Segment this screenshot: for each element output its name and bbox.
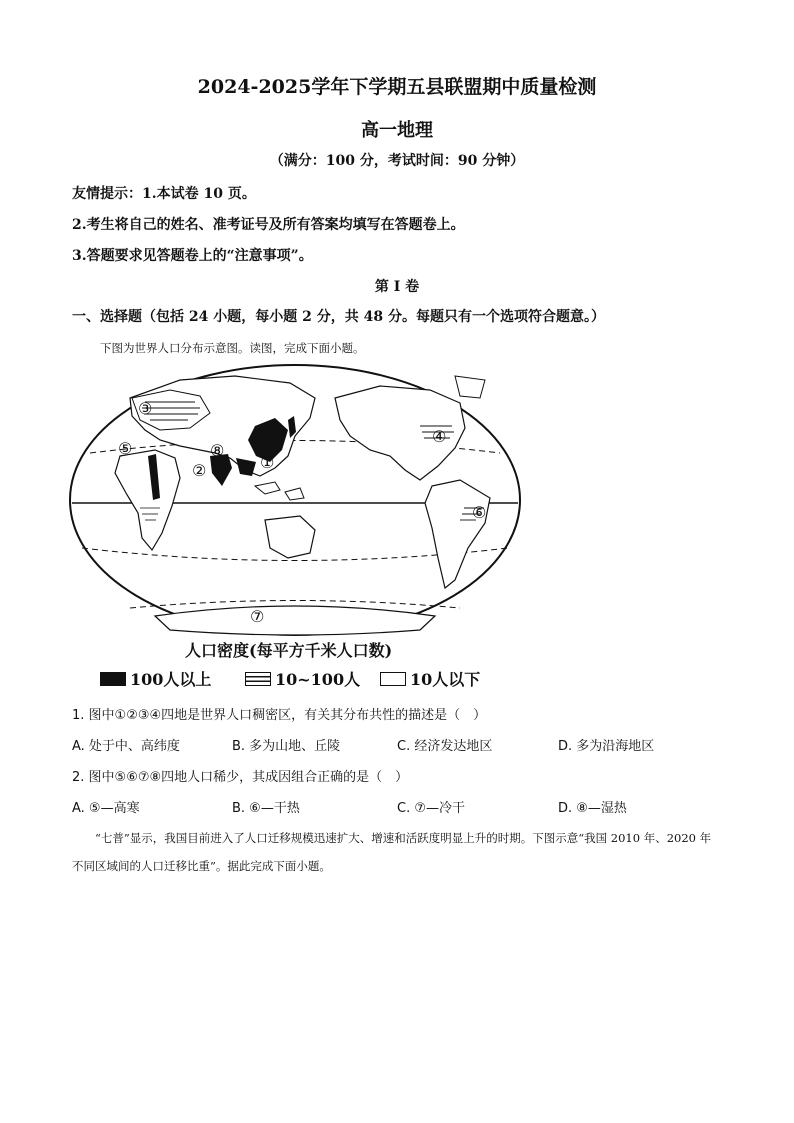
legend-label-dense: 100人以上 bbox=[130, 670, 212, 689]
question-2-option-c[interactable]: C. ⑦—冷干 bbox=[397, 801, 465, 816]
map-label-7: ⑦ bbox=[250, 607, 265, 626]
legend-item-sparse bbox=[380, 667, 480, 690]
question-1-option-a[interactable]: A. 处于中、高纬度 bbox=[72, 739, 180, 754]
volume-label: 第 I 卷 bbox=[374, 279, 420, 295]
map-label-8: ⑧ bbox=[210, 441, 225, 460]
map-label-4: ④ bbox=[432, 427, 447, 446]
map-label-1: ① bbox=[260, 453, 275, 472]
legend-label-sparse: 10人以下 bbox=[410, 670, 481, 689]
legend-title: 人口密度(每平方千米人口数) bbox=[185, 641, 393, 660]
section-heading: 一、选择题（包括 24 小题，每小题 2 分，共 48 分。每题只有一个选项符合题意。） bbox=[72, 309, 605, 325]
map-label-3: ③ bbox=[138, 399, 153, 418]
legend-item-medium bbox=[245, 667, 360, 690]
map-label-6: ⑥ bbox=[472, 503, 487, 522]
exam-title: 2024-2025学年下学期五县联盟期中质量检测 bbox=[197, 76, 597, 98]
legend-label-medium: 10~100人 bbox=[275, 670, 361, 689]
subject-title: 高一地理 bbox=[361, 120, 433, 141]
exam-info: （满分：100 分，考试时间：90 分钟） bbox=[269, 153, 525, 169]
question-2-option-d[interactable]: D. ⑧—湿热 bbox=[558, 801, 627, 816]
legend-swatch-medium bbox=[245, 672, 271, 686]
tip-line-3: 3.答题要求见答题卷上的“注意事项”。 bbox=[72, 248, 313, 264]
question-2-option-a[interactable]: A. ⑤—高寒 bbox=[72, 801, 140, 816]
legend-item-dense bbox=[100, 667, 211, 690]
question-1-stem: 1. 图中①②③④四地是世界人口稠密区，有关其分布共性的描述是（ ） bbox=[72, 708, 487, 723]
question-1-option-b[interactable]: B. 多为山地、丘陵 bbox=[232, 739, 341, 754]
map-label-2: ② bbox=[192, 461, 207, 480]
tip-line-1: 友情提示：1.本试卷 10 页。 bbox=[72, 186, 256, 202]
question-2-stem: 2. 图中⑤⑥⑦⑧四地人口稀少，其成因组合正确的是（ ） bbox=[72, 770, 409, 785]
legend-swatch-sparse bbox=[380, 672, 406, 686]
question-2-option-b[interactable]: B. ⑥—干热 bbox=[232, 801, 300, 816]
legend-swatch-dense bbox=[100, 672, 126, 686]
map-label-5: ⑤ bbox=[118, 439, 133, 458]
map-intro: 下图为世界人口分布示意图。读图，完成下面小题。 bbox=[100, 341, 365, 355]
world-population-map bbox=[60, 358, 530, 643]
question-1-option-d[interactable]: D. 多为沿海地区 bbox=[558, 739, 655, 754]
migration-passage: “七普”显示，我国目前进入了人口迁移规模迅速扩大、增速和活跃度明显上升的时期。下图示意“我国 2010 年、2020 年不同区域间的人口迁移比重”。据此完成下面小题。 bbox=[72, 831, 712, 873]
question-1-option-c[interactable]: C. 经济发达地区 bbox=[397, 739, 493, 754]
tip-line-2: 2.考生将自己的姓名、准考证号及所有答案均填写在答题卷上。 bbox=[72, 217, 465, 233]
